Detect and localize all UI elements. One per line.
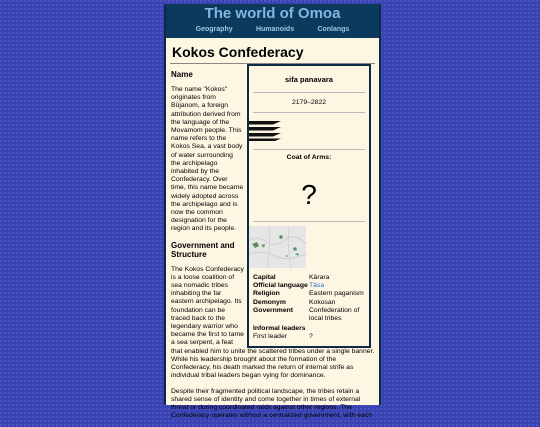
infobox-value: Kârara — [309, 274, 330, 281]
section-heading-government: Government and Structure — [171, 240, 235, 259]
flag-icon — [249, 120, 281, 142]
infobox-key: Government — [253, 306, 294, 314]
coat-of-arms-label: Coat of Arms: — [286, 154, 332, 161]
infobox-years: 2179–2822 — [253, 93, 365, 113]
map-thumbnail[interactable] — [249, 226, 306, 268]
coat-divider — [253, 221, 365, 222]
section-paragraph-text: The Kokos Confederacy is a loose coalition of sea nomadic tribes inhabiting the far eastern archipelago. Its foundation can be traced back to the legendary warrior who became the first to tame a sea serpent, a feat that enabled him to unite the scattered tribes under a single banner. While his leadership brought about the formation of the Confederacy, his death marked the return of internal strife as individual tribal leaders began vying for dominance. — [171, 265, 375, 380]
page-container — [164, 4, 381, 420]
infobox-value: ? — [309, 333, 313, 341]
infobox-key: Official language — [253, 282, 308, 290]
infobox — [247, 64, 371, 348]
language-link[interactable]: Tâsa — [309, 282, 325, 290]
infobox-row-government — [253, 307, 366, 323]
coat-of-arms-placeholder: ? — [301, 179, 317, 210]
nav-humanoids[interactable]: Humanoids — [255, 26, 295, 33]
section-heading-name: Name — [171, 70, 193, 79]
infobox-row-demonym — [253, 299, 366, 307]
nav-geography[interactable]: Geography — [195, 26, 233, 33]
infobox-value: Eastern paganism — [309, 290, 364, 298]
infobox-row-language — [253, 282, 366, 290]
infobox-key: Demonym — [253, 298, 286, 306]
site-title[interactable]: The world of Omoa — [204, 5, 341, 22]
infobox-value — [309, 282, 366, 290]
main-nav — [166, 26, 379, 33]
infobox-value: Confederation of local tribes — [309, 306, 360, 323]
nav-conlangs[interactable]: Conlangs — [317, 26, 350, 33]
infobox-row-capital — [253, 274, 366, 282]
infobox-key: Capital — [253, 274, 276, 281]
section-paragraph: Despite their fragmented political landscape, the tribes retain a shared sense of identity and come together in times of external threat or during coordinated raids against other regions. The Confederacy operates without a centralized government, with each — [171, 387, 372, 420]
infobox-row-first-leader — [253, 333, 366, 341]
page-title: Kokos Confederacy — [172, 44, 304, 60]
infobox-value: Kokosan — [309, 298, 336, 306]
section-paragraph: The name "Kokos" originates from Bûjanom, a foreign attribution derived from the language of the Movamom people. This name refers to the Kokos Sea, a vast body of water surrounding the archipelago inhabited by the Confederacy. Over time, this name became widely adopted across the archipelago and is now the common designation for the region and its people. — [171, 86, 244, 233]
infobox-native-name: sifa panavara — [253, 66, 365, 93]
site-header — [166, 4, 379, 38]
infobox-key: First leader — [253, 333, 287, 341]
infobox-row-religion — [253, 290, 366, 298]
infobox-table — [253, 274, 366, 342]
infobox-leaders-heading: Informal leaders — [253, 325, 306, 333]
infobox-key: Religion — [253, 290, 280, 298]
